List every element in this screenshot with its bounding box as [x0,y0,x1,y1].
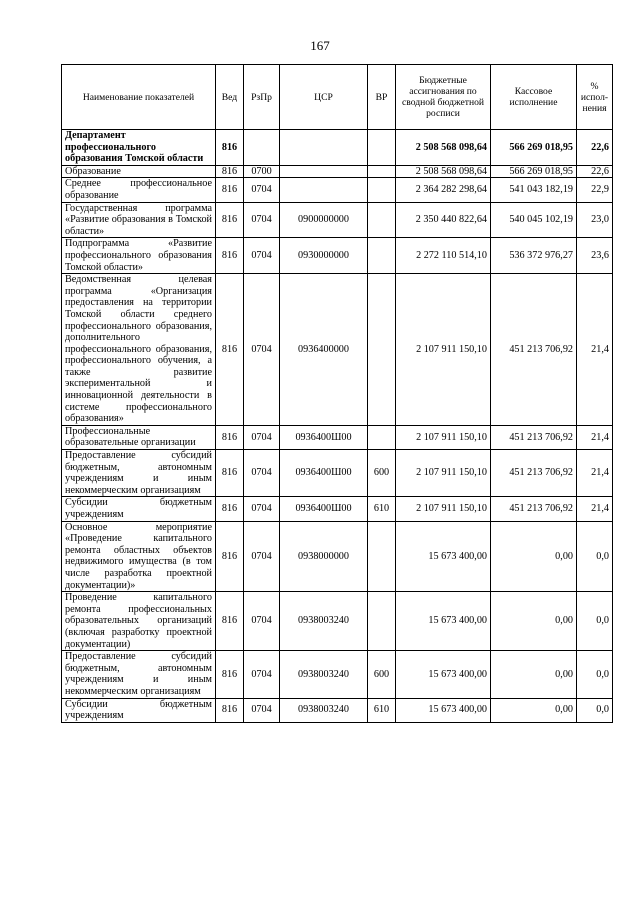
cell-budget: 2 364 282 298,64 [396,178,491,202]
cell-percent: 0,0 [577,698,613,722]
header-rzpr: РзПр [244,65,280,130]
cell-vr [368,178,396,202]
cell-vr [368,202,396,238]
table-row [62,592,613,651]
cell-vr [368,165,396,178]
cell-csr [280,130,368,166]
cell-csr: 0938000000 [280,521,368,592]
cell-rzpr: 0704 [244,178,280,202]
cell-percent: 21,4 [577,497,613,521]
cell-ved: 816 [216,450,244,497]
cell-ved: 816 [216,274,244,426]
cell-budget: 2 508 568 098,64 [396,130,491,166]
cell-cash: 451 213 706,92 [491,425,577,449]
cell-percent: 22,9 [577,178,613,202]
table-row [62,651,613,698]
page-number: 167 [310,38,330,53]
cell-ved: 816 [216,592,244,651]
table-row [62,698,613,722]
cell-ved: 816 [216,202,244,238]
cell-csr: 0938003240 [280,651,368,698]
cell-vr: 610 [368,497,396,521]
cell-rzpr: 0704 [244,651,280,698]
table-row [62,238,613,274]
cell-percent: 22,6 [577,130,613,166]
cell-vr: 600 [368,450,396,497]
cell-csr: 0900000000 [280,202,368,238]
cell-cash: 566 269 018,95 [491,165,577,178]
cell-name: Среднее профессиональное образование [62,178,216,202]
cell-rzpr [244,130,280,166]
table-row [62,425,613,449]
cell-name: Департамент профессионального образования Томской области [62,130,216,166]
cell-vr: 600 [368,651,396,698]
budget-table [61,64,613,723]
cell-percent: 0,0 [577,521,613,592]
header-cash: Кассовое исполнение [491,65,577,130]
cell-budget: 15 673 400,00 [396,698,491,722]
cell-vr [368,274,396,426]
header-ved: Вед [216,65,244,130]
cell-cash: 0,00 [491,698,577,722]
cell-percent: 22,6 [577,165,613,178]
cell-vr [368,425,396,449]
cell-cash: 541 043 182,19 [491,178,577,202]
cell-cash: 0,00 [491,651,577,698]
cell-csr: 0930000000 [280,238,368,274]
header-percent: % испол-нения [577,65,613,130]
cell-name: Субсидии бюджетным учреждениям [62,497,216,521]
table-row [62,274,613,426]
cell-budget: 2 350 440 822,64 [396,202,491,238]
cell-vr [368,130,396,166]
cell-ved: 816 [216,651,244,698]
cell-percent: 21,4 [577,274,613,426]
cell-csr: 0938003240 [280,592,368,651]
cell-rzpr: 0704 [244,425,280,449]
cell-name: Субсидии бюджетным учреждениям [62,698,216,722]
cell-ved: 816 [216,425,244,449]
cell-vr [368,238,396,274]
table-row [62,521,613,592]
cell-percent: 0,0 [577,651,613,698]
table-row [62,178,613,202]
cell-budget: 2 107 911 150,10 [396,274,491,426]
cell-vr: 610 [368,698,396,722]
cell-budget: 15 673 400,00 [396,521,491,592]
cell-cash: 451 213 706,92 [491,450,577,497]
cell-name: Ведомственная целевая программа «Организация предоставления на территории Томской области среднего профессионального образования, дополнительного профессионального образования, профессионального обучения, а также развитие экспериментальной и инновационной деятельности в системе профессионального образования» [62,274,216,426]
cell-csr: 0936400Ш00 [280,450,368,497]
cell-ved: 816 [216,521,244,592]
cell-rzpr: 0704 [244,521,280,592]
cell-csr: 0938003240 [280,698,368,722]
cell-name: Основное мероприятие «Проведение капитального ремонта областных объектов недвижимого имущества (в том числе разработка проектной документации)» [62,521,216,592]
cell-csr [280,165,368,178]
cell-ved: 816 [216,178,244,202]
cell-budget: 2 107 911 150,10 [396,450,491,497]
cell-name: Проведение капитального ремонта профессиональных образовательных организаций (включая разработку проектной документации) [62,592,216,651]
cell-name: Предоставление субсидий бюджетным, автономным учреждениям и иным некоммерческим организациям [62,651,216,698]
cell-vr [368,521,396,592]
table-row [62,165,613,178]
cell-percent: 0,0 [577,592,613,651]
table-row [62,450,613,497]
table-row [62,497,613,521]
cell-percent: 23,6 [577,238,613,274]
header-name: Наименование показателей [62,65,216,130]
cell-percent: 21,4 [577,425,613,449]
cell-budget: 2 508 568 098,64 [396,165,491,178]
cell-ved: 816 [216,238,244,274]
cell-ved: 816 [216,698,244,722]
cell-name: Государственная программа «Развитие образования в Томской области» [62,202,216,238]
cell-rzpr: 0704 [244,238,280,274]
cell-rzpr: 0704 [244,592,280,651]
cell-cash: 0,00 [491,521,577,592]
cell-budget: 15 673 400,00 [396,651,491,698]
cell-cash: 540 045 102,19 [491,202,577,238]
table-body [62,130,613,723]
cell-name: Предоставление субсидий бюджетным, автономным учреждениям и иным некоммерческим организациям [62,450,216,497]
cell-rzpr: 0704 [244,497,280,521]
cell-vr [368,592,396,651]
cell-cash: 451 213 706,92 [491,274,577,426]
cell-ved: 816 [216,497,244,521]
table-row [62,130,613,166]
table-header-row [62,65,613,130]
cell-rzpr: 0704 [244,202,280,238]
cell-name: Профессиональные образовательные организации [62,425,216,449]
cell-name: Образование [62,165,216,178]
header-csr: ЦСР [280,65,368,130]
cell-ved: 816 [216,130,244,166]
cell-percent: 21,4 [577,450,613,497]
cell-rzpr: 0704 [244,450,280,497]
cell-budget: 2 107 911 150,10 [396,497,491,521]
header-vr: ВР [368,65,396,130]
cell-percent: 23,0 [577,202,613,238]
cell-csr: 0936400Ш00 [280,425,368,449]
table-row [62,202,613,238]
cell-budget: 2 107 911 150,10 [396,425,491,449]
cell-ved: 816 [216,165,244,178]
cell-rzpr: 0704 [244,274,280,426]
cell-csr: 0936400Ш00 [280,497,368,521]
cell-rzpr: 0704 [244,698,280,722]
cell-cash: 451 213 706,92 [491,497,577,521]
cell-cash: 566 269 018,95 [491,130,577,166]
cell-rzpr: 0700 [244,165,280,178]
header-budget: Бюджетные ассигнования по сводной бюджетной росписи [396,65,491,130]
cell-cash: 0,00 [491,592,577,651]
cell-budget: 2 272 110 514,10 [396,238,491,274]
cell-csr: 0936400000 [280,274,368,426]
cell-cash: 536 372 976,27 [491,238,577,274]
cell-budget: 15 673 400,00 [396,592,491,651]
cell-csr [280,178,368,202]
cell-name: Подпрограмма «Развитие профессионального образования Томской области» [62,238,216,274]
